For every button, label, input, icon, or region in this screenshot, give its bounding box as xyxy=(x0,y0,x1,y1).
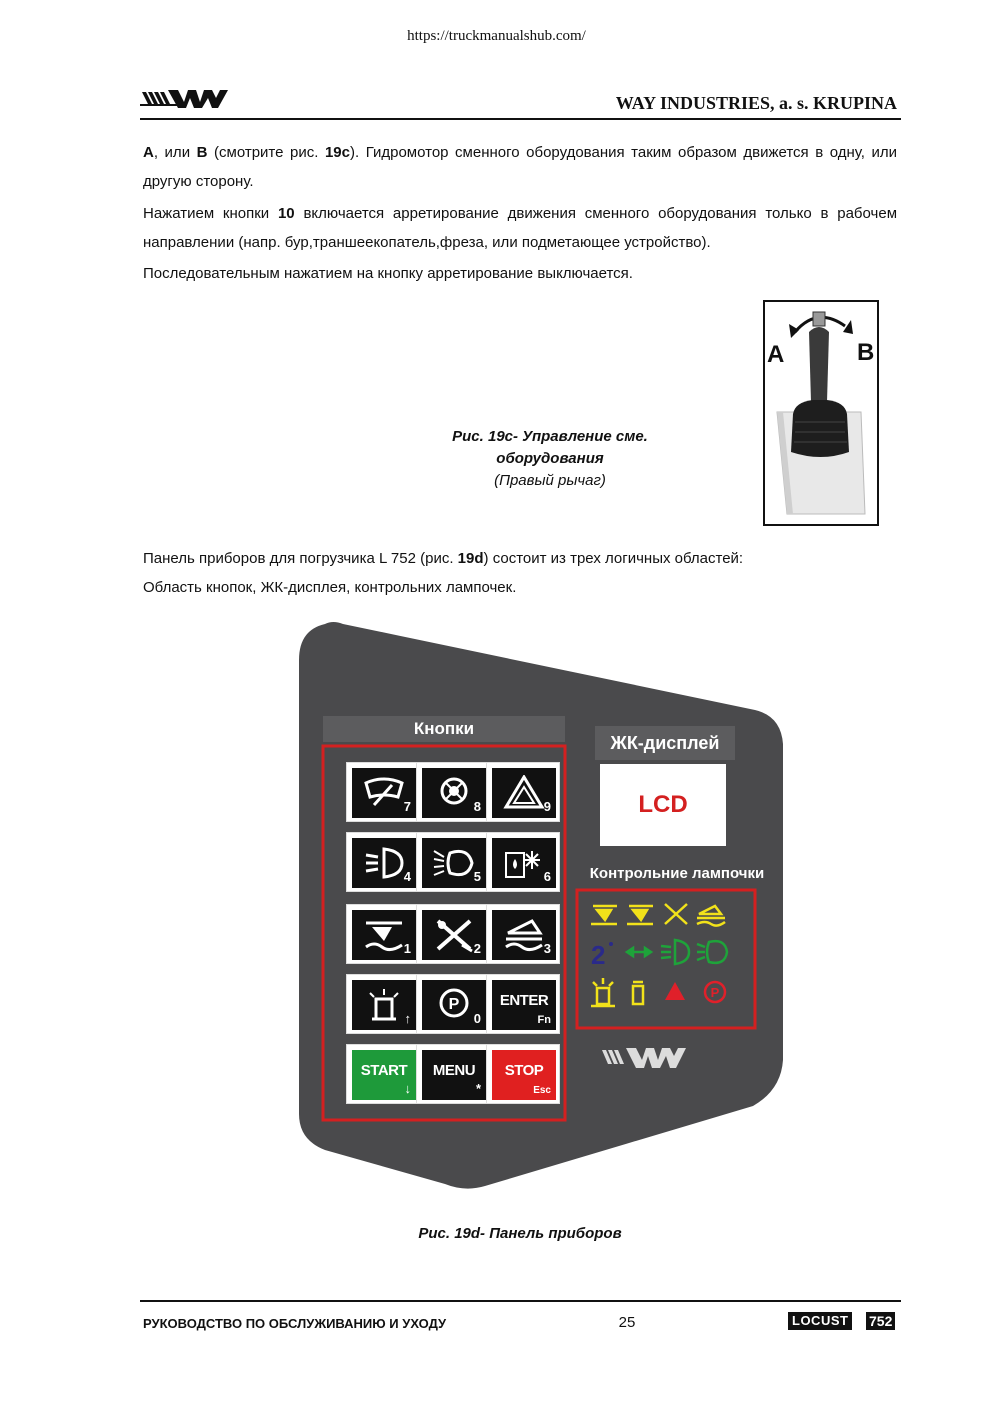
float-arm-lamp-icon xyxy=(591,906,617,924)
stop-label: STOP xyxy=(504,1062,544,1079)
key-leveling[interactable] xyxy=(486,904,560,964)
key-fn-label: Fn xyxy=(537,1014,551,1026)
svg-text:P: P xyxy=(448,996,460,1013)
key-esc-label: Esc xyxy=(533,1085,551,1096)
key-wiper[interactable] xyxy=(346,762,420,822)
figure-19c-caption xyxy=(400,426,700,492)
figure-19d-caption: Рис. 19d- Панель приборов xyxy=(418,1225,622,1242)
label-b: B xyxy=(196,144,208,161)
low-beam-lamp-icon xyxy=(661,940,689,964)
key-number-2: 2 xyxy=(473,941,481,956)
key-asterisk: * xyxy=(475,1081,481,1096)
key-work-light[interactable] xyxy=(416,832,490,892)
key-low-beam[interactable] xyxy=(346,832,420,892)
key-enter[interactable] xyxy=(486,974,560,1034)
p4-text-1: Панель приборов для погрузчика L 752 (рис. xyxy=(143,550,458,567)
menu-button[interactable] xyxy=(416,1044,490,1104)
key-arrow-down: ↓ xyxy=(404,1081,411,1096)
lamp-row-1 xyxy=(591,904,725,926)
float-arm-lamp-2-icon xyxy=(627,906,653,924)
gear-degree-icon xyxy=(609,942,613,946)
header-rule xyxy=(140,118,901,120)
way-logo xyxy=(140,86,230,110)
buttons-section-label: Кнопки xyxy=(413,719,475,738)
beacon-lamp-indicator-icon xyxy=(591,978,615,1006)
key-number-8: 8 xyxy=(473,799,481,814)
panel-way-logo xyxy=(600,1042,690,1072)
control-lamps xyxy=(587,900,747,1020)
paragraph-4 xyxy=(143,544,897,602)
menu-label: MENU xyxy=(432,1062,476,1079)
company-name: WAY INDUSTRIES, a. s. KRUPINA xyxy=(615,93,897,113)
joystick-image xyxy=(763,300,879,526)
tools-off-lamp-icon xyxy=(665,904,687,924)
p1-text-2: (смотрите рис. xyxy=(207,144,325,161)
footer-rule xyxy=(140,1300,901,1302)
button-ref-10: 10 xyxy=(277,205,295,222)
stop-button[interactable] xyxy=(486,1044,560,1104)
key-beacon[interactable] xyxy=(416,762,490,822)
key-hazard[interactable] xyxy=(486,762,560,822)
paragraph-1 xyxy=(143,138,897,196)
warning-lamp-icon xyxy=(665,982,685,1000)
key-number-0: 0 xyxy=(473,1011,481,1026)
lcd-screen: LCD xyxy=(638,791,688,818)
fig-ref-19c: 19c xyxy=(324,144,350,161)
bucket-leveling-icon xyxy=(502,917,546,953)
key-beacon-lamp[interactable] xyxy=(346,974,420,1034)
p1-text-1: , или xyxy=(153,144,197,161)
lamp-row-3 xyxy=(591,978,725,1006)
leveling-lamp-icon xyxy=(697,906,725,926)
caption-19c-line3: (Правый рычаг) xyxy=(494,472,606,489)
model-badge: 752 xyxy=(866,1312,895,1330)
arm-float-icon xyxy=(362,917,406,953)
p4-line-2: Область кнопок, ЖК-дисплея, контрольних лампочек. xyxy=(143,579,517,596)
key-number-5: 5 xyxy=(473,869,481,884)
key-number-3: 3 xyxy=(543,941,551,956)
parking-brake-lamp-icon xyxy=(705,982,725,1002)
label-a: A xyxy=(143,144,154,161)
hydraulic-cooling-icon xyxy=(502,845,546,881)
arrow-label-b: B xyxy=(857,339,875,366)
key-tools-off[interactable] xyxy=(416,904,490,964)
work-light-icon xyxy=(432,845,476,881)
arrow-label-a: A xyxy=(767,341,785,368)
hazard-triangle-icon xyxy=(502,775,546,811)
key-number-6: 6 xyxy=(543,869,551,884)
svg-text:P: P xyxy=(710,985,720,1000)
filter-lamp-icon xyxy=(633,982,643,1004)
footer-manual-title: РУКОВОДСТВО ПО ОБСЛУЖИВАНИЮ И УХОДУ xyxy=(143,1316,447,1331)
key-parking-brake[interactable] xyxy=(416,974,490,1034)
gear-number-lamp: 2 xyxy=(591,940,606,970)
page-number: 25 xyxy=(618,1314,636,1331)
p2-text-2: включается арретирование движения сменного оборудования только в рабочем направлении (напр. бур,траншеекопатель,фреза, или подметающее устройство). xyxy=(143,205,898,251)
beacon-lamp-icon xyxy=(362,987,406,1023)
key-hydraulic-cooling[interactable] xyxy=(486,832,560,892)
start-label: START xyxy=(360,1062,408,1079)
instrument-panel xyxy=(295,620,790,1190)
key-float-arm[interactable] xyxy=(346,904,420,964)
low-beam-icon xyxy=(362,845,406,881)
wiper-icon xyxy=(362,775,406,811)
fig-ref-19d: 19d xyxy=(457,550,484,567)
p1-text-3: ). Гидромотор сменного оборудования таким образом движется в одну, или другую сторону. xyxy=(143,144,897,190)
source-url: https://truckmanualshub.com/ xyxy=(407,28,586,44)
lcd-section-label: ЖК-дисплей xyxy=(610,733,720,753)
p4-text-2: ) состоит из трех логичных областей: xyxy=(483,550,744,567)
locust-badge: LOCUST xyxy=(788,1312,852,1330)
caption-19c-line2: оборудования xyxy=(496,450,604,467)
enter-label: ENTER xyxy=(499,992,549,1009)
direction-arrows-lamp-icon xyxy=(627,948,651,956)
key-number-4: 4 xyxy=(403,869,411,884)
work-light-lamp-icon xyxy=(697,941,727,963)
p2-text-1: Нажатием кнопки xyxy=(143,205,278,222)
lamp-row-2 xyxy=(627,940,727,964)
joystick-illustration xyxy=(765,302,877,524)
start-button[interactable] xyxy=(346,1044,420,1104)
caption-19c-line1: Рис. 19c- Управление сме. xyxy=(452,428,648,445)
parking-brake-icon xyxy=(432,987,476,1023)
key-arrow-up: ↑ xyxy=(404,1011,411,1026)
tools-cross-icon xyxy=(432,917,476,953)
key-number-1: 1 xyxy=(403,941,411,956)
paragraph-3: Последовательным нажатием на кнопку арретирование выключается. xyxy=(143,265,633,282)
key-number-7: 7 xyxy=(403,799,411,814)
beacon-wheel-icon xyxy=(432,775,476,811)
key-number-9: 9 xyxy=(543,799,551,814)
lamps-section-label: Контрольние лампочки xyxy=(589,865,765,882)
paragraph-2 xyxy=(143,199,897,257)
